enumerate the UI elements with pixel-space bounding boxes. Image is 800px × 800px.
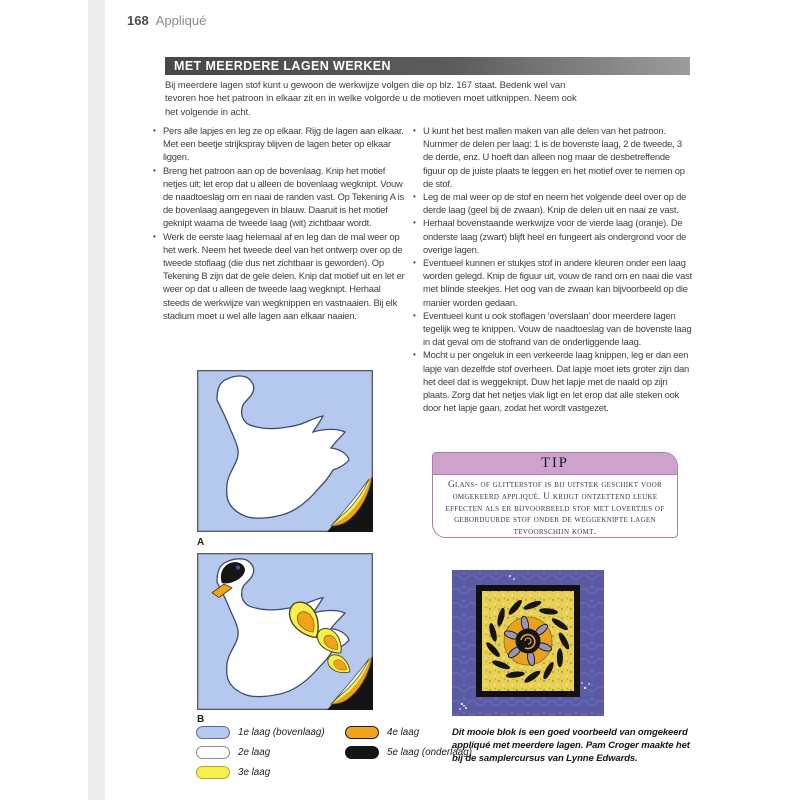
chapter-title: Appliqué <box>155 13 207 28</box>
swan-eye <box>236 566 240 570</box>
figure-b-swan-diagram <box>197 553 373 715</box>
bullet-column-right <box>412 124 693 414</box>
bullet-item: • Eventueel kunt u ook stoflagen ‘overslaan’ door meerdere lagen tegelijk weg te knippen. Vouw de naadtoeslag van de bovenste laag in dat geval om de stofrand van de onderliggende laag. <box>412 309 693 349</box>
bullet-item: • Werk de eerste laag helemaal af en leg dan de mal weer op het werk. Neem het tweede deel van het ontwerp over op de tweede stoflaag (die dus net zichtbaar is geworden). Op Tekening B zijn dat de gele delen. Knip dat motief uit en let er weer op dat u alleen de tweede laag wegknipt. Herhaal steeds de werkwijze van wegknippen en vastnaaien. Bij elk stadium moet u wel alle lagen aan elkaar naaien. <box>152 230 409 322</box>
page-header <box>127 13 206 28</box>
legend-label: 3e laag <box>238 766 271 778</box>
layer-5-swatch <box>345 746 379 759</box>
quilt-block-photo <box>452 570 604 716</box>
layer-2-swatch <box>196 746 230 759</box>
bullet-item: • U kunt het best mallen maken van alle delen van het patroon. Nummer de delen per laag: 1 is de bovenste laag, 2 de tweede, 3 de derde, enz. U hoeft dan alleen nog maar de desbetreffende figuur op de juiste plaats te leggen en het motief over te nemen op de stof. <box>412 124 693 190</box>
page-number: 168 <box>127 13 149 28</box>
swan-diagram-a-image <box>197 370 373 532</box>
quilt-block-image <box>452 570 604 716</box>
tip-box-title: TIP <box>433 453 677 475</box>
page-edge-shadow <box>88 0 105 800</box>
swan-diagram-b-image <box>197 553 373 710</box>
legend-column-1 <box>196 722 325 782</box>
legend-label: 1e laag (bovenlaag) <box>238 726 325 738</box>
rose-center <box>516 629 541 654</box>
photo-caption: Dit mooie blok is een goed voorbeeld van omgekeerd appliqué met meerdere lagen. Pam Croger maakte het bij de samplercursus van Lynne Edwards. <box>452 727 690 765</box>
bullet-column-left <box>152 124 409 322</box>
bullet-item: • Herhaal bovenstaande werkwijze voor de vierde laag (oranje). De onderste laag (zwart) blijft heel en fungeert als ondergrond voor de overige lagen. <box>412 216 693 256</box>
layer-1-swatch <box>196 726 230 739</box>
legend-item <box>196 722 325 742</box>
figure-a-swan-diagram <box>197 370 373 537</box>
layer-3-swatch <box>196 766 230 779</box>
intro-paragraph: Bij meerdere lagen stof kunt u gewoon de werkwijze volgen die op blz. 167 staat. Bedenk wel van tevoren hoe het patroon in elkaar zit en in welke volgorde u de motieven moet uitknippen. Neem ook het volgende in acht. <box>165 80 577 118</box>
figure-b-label: B <box>197 714 205 725</box>
legend-label: 2e laag <box>238 746 271 758</box>
tip-box-text: Glans- of glitterstof is bij uitstek geschikt voor omgekeerd appliqué. U krijgt ontzettend leuke effecten als er bijvoorbeeld stof met lovertjes of geborduurde stof onder de weggeknipte lagen tevoorschijn komt. <box>445 480 665 538</box>
bullet-item: • Mocht u per ongeluk in een verkeerde laag knippen, leg er dan een lapje van dezelfde stof overheen. Dat lapje moet iets groter zijn dan het deel dat is weggeknipt. Duw het lapje met de naald op zijn plaats. Zorg dat het netjes vlak ligt en let erop dat alle steken ook door het lapje gaan, zodat het wordt vastgezet. <box>412 348 693 414</box>
bullet-item: • Eventueel kunnen er stukjes stof in andere kleuren onder een laag worden gelegd. Knip de figuur uit, vouw de rand om en naai die vast met blinde steekjes. Het oog van de zwaan kan bijvoorbeeld op die manier worden gedaan. <box>412 256 693 309</box>
bullet-item: • Leg de mal weer op de stof en neem het volgende deel over op de derde laag (geel bij de zwaan). Knip de delen uit en naai ze vast. <box>412 190 693 216</box>
legend-label: 5e laag (onderlaag) <box>387 746 472 758</box>
legend-item <box>196 762 325 782</box>
layer-4-swatch <box>345 726 379 739</box>
tip-box <box>432 452 678 538</box>
legend-item <box>196 742 325 762</box>
bullet-item: • Pers alle lapjes en leg ze op elkaar. Rijg de lagen aan elkaar. Met een beetje strijkspray blijven de lagen beter op elkaar liggen. <box>152 124 409 164</box>
figure-a-label: A <box>197 537 205 548</box>
bullet-item: • Breng het patroon aan op de bovenlaag. Knip het motief netjes uit; let erop dat u alleen de bovenlaag wegknipt. Vouw de naadtoeslag om en naai de randen vast. Op Tekening A is de bovenlaag aangegeven in blauw. Daaruit is het motief geknipt waarna de tweede laag (wit) zichtbaar wordt. <box>152 164 409 230</box>
section-title-bar: MET MEERDERE LAGEN WERKEN <box>165 57 690 75</box>
legend-label: 4e laag <box>387 726 420 738</box>
